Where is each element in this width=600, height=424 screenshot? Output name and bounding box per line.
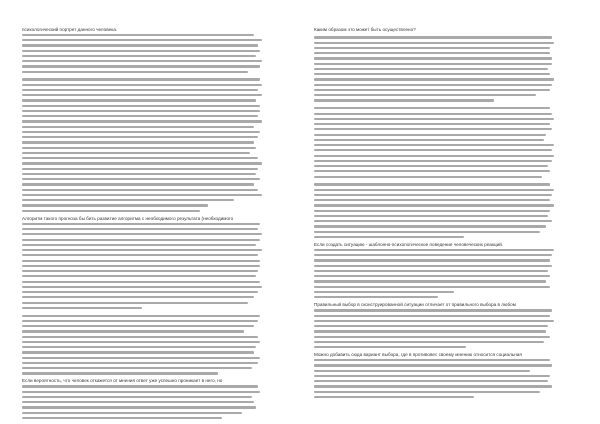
text-line-bar xyxy=(22,78,260,80)
text-line-bar xyxy=(314,375,550,377)
text-line-bar xyxy=(22,406,256,408)
text-line-bar xyxy=(314,204,554,206)
text-line-placeholder xyxy=(22,371,276,376)
text-line-bar xyxy=(22,39,262,41)
text-line-bar xyxy=(22,417,222,419)
text-line-bar xyxy=(22,260,260,262)
text-line-bar xyxy=(22,275,256,277)
text-line-bar xyxy=(22,99,256,101)
text-line-bar xyxy=(314,385,552,387)
text-line-bar xyxy=(22,233,262,235)
text-line-bar xyxy=(314,249,554,251)
text-line-bar xyxy=(314,225,546,227)
text-line-bar xyxy=(22,281,260,283)
text-line-bar xyxy=(314,315,550,317)
text-line-bar xyxy=(314,325,548,327)
text-line-bar xyxy=(22,178,260,180)
text-line-bar xyxy=(314,160,552,162)
paragraph xyxy=(22,77,276,214)
text-line-bar xyxy=(22,372,218,374)
text-line-bar xyxy=(22,307,142,309)
text-line-bar xyxy=(22,362,258,364)
text-line-bar xyxy=(314,170,550,172)
text-line xyxy=(314,27,568,32)
text-line-bar xyxy=(314,291,454,293)
text-line-bar xyxy=(314,89,550,91)
right-column xyxy=(314,27,568,419)
text-line-bar xyxy=(314,199,550,201)
text-line-bar xyxy=(314,359,550,361)
text-line-bar xyxy=(22,110,260,112)
text-line-bar xyxy=(22,115,258,117)
text-line-bar xyxy=(22,239,260,241)
text-line-bar xyxy=(22,412,242,414)
text-line-bar xyxy=(22,401,254,403)
text-line-bar xyxy=(22,391,260,393)
text-line-bar xyxy=(22,223,260,225)
text-line-bar xyxy=(314,68,548,70)
text-line-bar xyxy=(22,152,250,154)
text-line-bar xyxy=(314,189,554,191)
paragraph xyxy=(22,27,276,74)
text-line-bar xyxy=(22,44,258,46)
paragraph xyxy=(22,313,276,376)
text-line-content: психологический портрет данного человека. xyxy=(22,27,118,32)
text-line-bar xyxy=(314,118,554,120)
text-line-bar xyxy=(314,396,474,398)
text-line-bar xyxy=(314,149,552,151)
text-line-bar xyxy=(22,254,258,256)
text-line-bar xyxy=(314,265,552,267)
text-line-bar xyxy=(22,194,262,196)
text-line-placeholder xyxy=(314,295,568,300)
text-line-bar xyxy=(22,265,260,267)
text-line-bar xyxy=(22,131,260,133)
text-line-bar xyxy=(314,165,548,167)
text-line-bar xyxy=(314,36,552,38)
text-line-bar xyxy=(314,254,552,256)
text-line-bar xyxy=(314,57,552,59)
text-line-bar xyxy=(22,385,258,387)
text-line-bar xyxy=(314,84,552,86)
text-line-bar xyxy=(22,210,200,212)
text-line-bar xyxy=(22,126,254,128)
text-line-bar xyxy=(314,364,552,366)
text-line-bar xyxy=(22,336,258,338)
text-line-content: Правильный выбор в сконструированной ситуации отличает от правильного выбора в любом xyxy=(314,302,516,308)
text-line-bar xyxy=(314,231,540,233)
paragraph xyxy=(314,302,568,349)
text-line-bar xyxy=(314,286,550,288)
text-line-bar xyxy=(22,84,262,86)
text-line-bar xyxy=(22,71,248,73)
text-line-placeholder xyxy=(22,415,276,419)
text-line-bar xyxy=(314,391,540,393)
text-line-bar xyxy=(22,65,260,67)
text-line-bar xyxy=(314,134,546,136)
text-line-placeholder xyxy=(314,174,568,179)
text-line-bar xyxy=(22,244,256,246)
text-line-bar xyxy=(22,357,260,359)
text-line-bar xyxy=(314,78,554,80)
text-line-bar xyxy=(314,280,546,282)
text-line-bar xyxy=(22,189,258,191)
text-line-bar xyxy=(22,89,258,91)
text-line-bar xyxy=(314,380,548,382)
text-line-bar xyxy=(314,107,550,109)
text-line-bar xyxy=(314,236,464,238)
text-line-content: Если создать ситуацию - шаблонно-психологическое поведение человеческих реакций. xyxy=(314,241,504,247)
text-line-content: Алгоритм такого прогноза бы бить развитие алгоритма с необходимого результата (необходимого xyxy=(22,215,234,221)
text-line-bar xyxy=(314,320,554,322)
text-line-bar xyxy=(314,42,554,44)
text-line-placeholder xyxy=(314,344,568,349)
text-line-bar xyxy=(22,173,256,175)
text-line-bar xyxy=(314,99,494,101)
text-line-bar xyxy=(314,47,550,49)
paragraph xyxy=(314,242,568,300)
text-line-bar xyxy=(314,176,542,178)
text-line-bar xyxy=(314,215,548,217)
text-line-bar xyxy=(314,139,544,141)
text-line-bar xyxy=(314,296,438,298)
text-line-bar xyxy=(22,325,254,327)
text-line-bar xyxy=(314,259,550,261)
text-line-placeholder xyxy=(22,305,276,310)
text-line-bar xyxy=(22,291,258,293)
text-line-bar xyxy=(22,141,254,143)
paragraph xyxy=(314,106,568,180)
text-line-bar xyxy=(22,183,254,185)
text-line-bar xyxy=(22,55,256,57)
text-line-bar xyxy=(314,270,548,272)
paragraph xyxy=(22,379,276,419)
text-line-bar xyxy=(22,270,258,272)
text-line-bar xyxy=(314,113,552,115)
text-line-bar xyxy=(314,63,552,65)
text-line-bar xyxy=(314,210,550,212)
text-line-bar xyxy=(314,128,552,130)
text-line-content: Если вероятность, что человек откажется от мнения ответ уже успешно проникает в него, но xyxy=(22,378,223,384)
text-line-bar xyxy=(314,275,550,277)
text-line-bar xyxy=(314,341,544,343)
text-line-bar xyxy=(22,168,258,170)
text-line-bar xyxy=(22,296,254,298)
text-line-bar xyxy=(314,155,554,157)
text-line-bar xyxy=(22,396,252,398)
text-line-bar xyxy=(22,157,258,159)
text-line-bar xyxy=(22,94,262,96)
text-line-placeholder xyxy=(314,234,568,239)
paragraph xyxy=(314,352,568,399)
text-line-bar xyxy=(314,52,550,54)
text-line-bar xyxy=(314,336,550,338)
left-column xyxy=(22,27,276,419)
text-line-bar xyxy=(22,204,208,206)
text-line-bar xyxy=(22,286,262,288)
text-line-bar xyxy=(22,302,248,304)
text-line-bar xyxy=(314,330,546,332)
text-line-bar xyxy=(314,94,536,96)
text-line-bar xyxy=(22,320,258,322)
text-line-bar xyxy=(22,105,260,107)
text-line-bar xyxy=(22,34,254,36)
paragraph xyxy=(314,27,568,32)
text-line-bar xyxy=(314,144,554,146)
text-line-bar xyxy=(314,123,550,125)
text-line-bar xyxy=(22,367,252,369)
text-line-bar xyxy=(314,309,552,311)
text-line-bar xyxy=(314,73,550,75)
text-line-placeholder xyxy=(314,394,568,399)
text-line-bar xyxy=(22,120,262,122)
text-line-bar xyxy=(22,50,260,52)
text-line-bar xyxy=(22,249,262,251)
text-line-bar xyxy=(314,194,552,196)
text-line-placeholder xyxy=(22,69,276,74)
text-line-bar xyxy=(22,315,260,317)
text-line-bar xyxy=(22,136,258,138)
text-line-bar xyxy=(22,162,262,164)
text-line-bar xyxy=(22,199,234,201)
text-line-bar xyxy=(22,330,244,332)
text-line-bar xyxy=(314,370,530,372)
text-line-bar xyxy=(314,220,552,222)
text-line-bar xyxy=(22,346,256,348)
text-line-bar xyxy=(22,147,256,149)
text-line-bar xyxy=(22,341,260,343)
text-line-content: Каким образом это может быть осуществлено? xyxy=(314,27,416,32)
text-line-bar xyxy=(314,183,550,185)
text-line-content: Можно добавить сюда вариант выбора, где в противовес своему мнению относится социальная xyxy=(314,351,522,357)
text-line-placeholder xyxy=(22,208,276,213)
text-line-placeholder xyxy=(314,98,568,103)
text-line-bar xyxy=(22,351,254,353)
text-line-bar xyxy=(22,228,258,230)
paragraph xyxy=(22,216,276,311)
paragraph xyxy=(314,182,568,240)
text-line-bar xyxy=(22,60,262,62)
paragraph xyxy=(314,35,568,103)
text-line-bar xyxy=(314,346,466,348)
